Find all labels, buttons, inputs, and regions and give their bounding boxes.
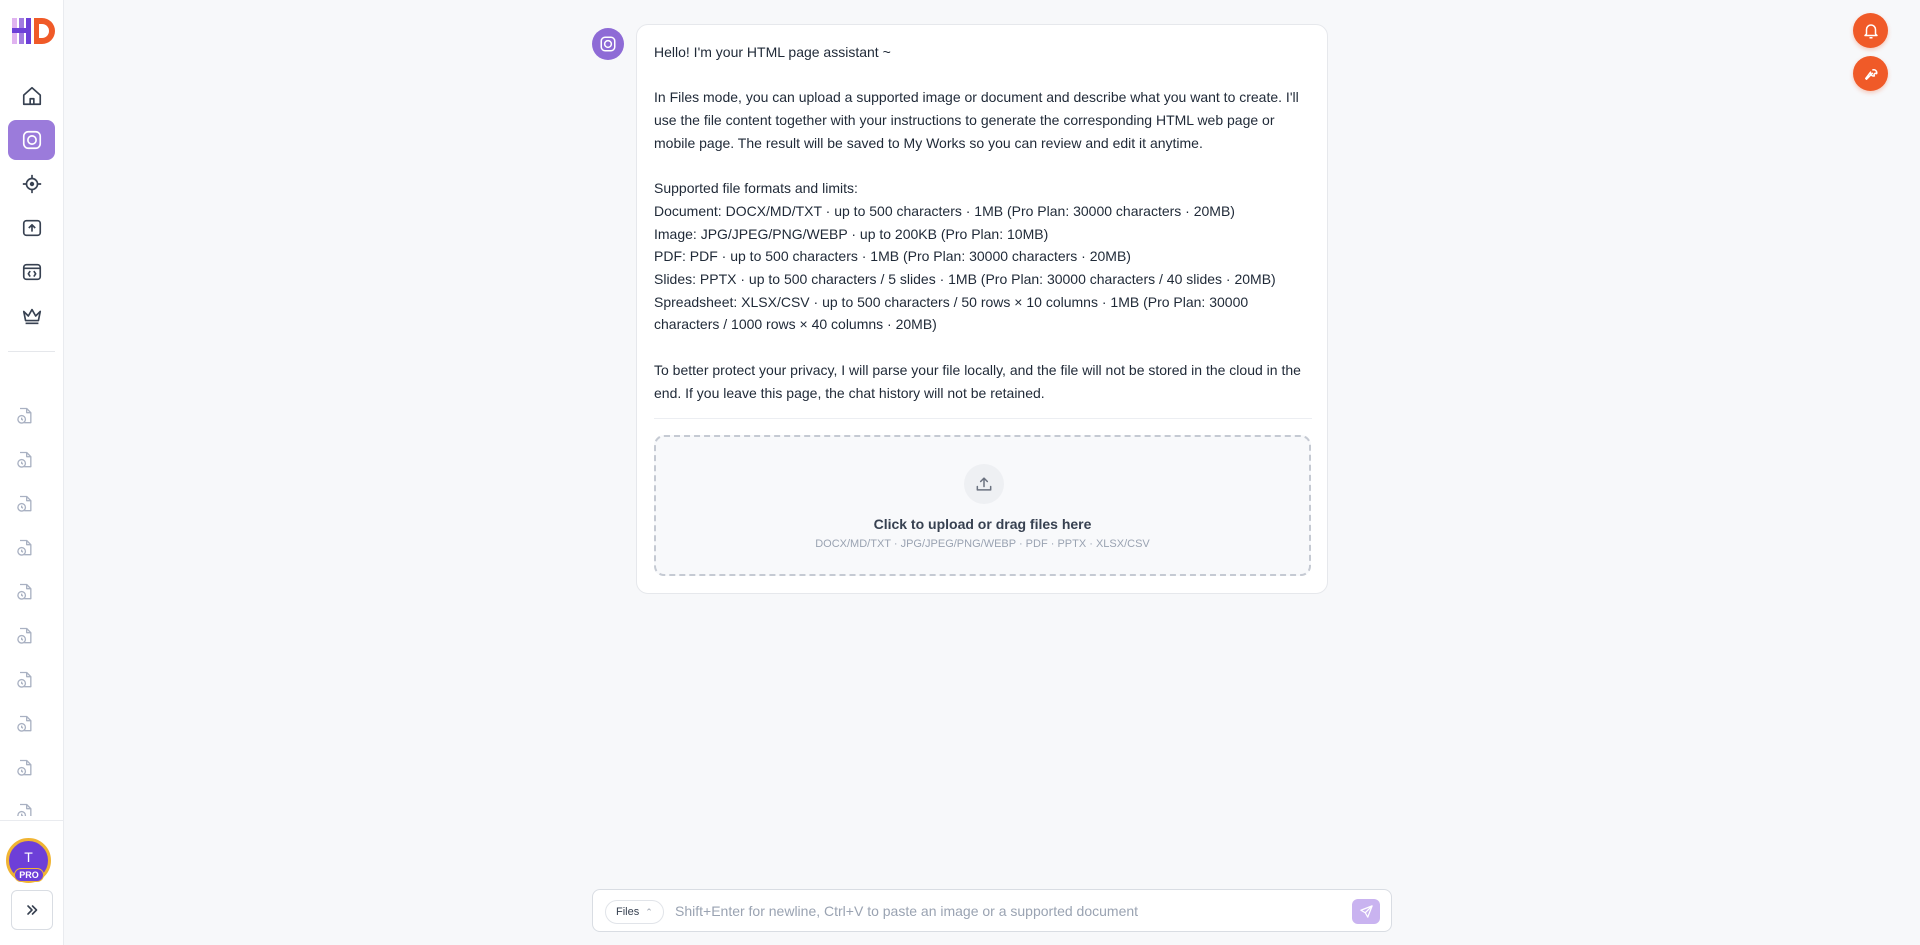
sidebar-divider (8, 351, 55, 352)
camera-lens-icon (21, 129, 43, 151)
file-history-icon (15, 802, 35, 816)
crosshair-icon (21, 173, 43, 195)
tools-button[interactable] (1853, 56, 1888, 91)
file-history-icon (15, 538, 35, 558)
nav-home[interactable] (8, 76, 55, 116)
upload-icon (964, 464, 1004, 504)
file-history-icon (15, 494, 35, 514)
history-item[interactable] (14, 493, 36, 515)
code-window-icon (21, 261, 43, 283)
nav-files[interactable] (8, 120, 55, 160)
upload-title: Click to upload or drag files here (873, 516, 1092, 532)
bell-icon (1862, 22, 1880, 40)
wrench-icon (1862, 65, 1880, 83)
app-logo[interactable] (10, 14, 56, 48)
file-history-icon (15, 450, 35, 470)
message-text: Hello! I'm your HTML page assistant ~ In Files mode, you can upload a supported image or document and describe what you want to create. I'll use the file content together with your instructions to generate the corresponding HTML web page or mobile page. The result will be saved to My Works so you can review and edit it anytime. Supported file formats and limits: Document: DOCX/MD/TXT · up to 500 characters · 1MB (Pro Plan: 30000 characters · 20MB) Image: JPG/JPEG/PNG/WEBP · up to 200KB (Pro Plan: 10MB) PDF: PDF · up to 500 characters · 1MB (Pro Plan: 30000 characters · 20MB) Slides: PPTX · up to 500 characters / 5 slides · 1MB (Pro Plan: 30000 characters / 40 slides · 20MB) Spreadsheet: XLSX/CSV · up to 500 characters / 50 rows × 10 columns · 1MB (Pro Plan: 30000 characters / 1000 rows × 40 columns · 20MB) To better protect your privacy, I will parse your file locally, and the file will not be stored in the cloud in the end. If you leave this page, the chat history will not be retained. (654, 44, 1301, 401)
file-history-icon (15, 714, 35, 734)
upload-formats: DOCX/MD/TXT · JPG/JPEG/PNG/WEBP · PDF · PPTX · XLSX/CSV (815, 538, 1150, 550)
nav-code[interactable] (8, 252, 55, 292)
send-icon (1359, 904, 1374, 919)
crown-icon (21, 305, 43, 327)
upload-icon (21, 217, 43, 239)
file-history-icon (15, 670, 35, 690)
nav-target[interactable] (8, 164, 55, 204)
double-chevron-right-icon (25, 903, 39, 917)
chat-input-bar (592, 889, 1392, 932)
pro-badge: PRO (14, 868, 44, 882)
assistant-avatar (592, 28, 624, 60)
mode-select[interactable] (605, 900, 664, 924)
camera-lens-icon (599, 35, 617, 53)
file-history-icon (15, 758, 35, 778)
expand-sidebar-button[interactable] (11, 890, 53, 930)
sidebar-bottom-divider (0, 820, 64, 821)
nav-upload[interactable] (8, 208, 55, 248)
history-item[interactable] (14, 757, 36, 779)
sidebar (0, 0, 64, 945)
message-divider (654, 418, 1312, 419)
avatar-initial: T (24, 849, 33, 865)
assistant-message (636, 24, 1328, 594)
history-list (0, 390, 64, 816)
history-item[interactable] (14, 581, 36, 603)
file-history-icon (15, 626, 35, 646)
history-item[interactable] (14, 625, 36, 647)
home-icon (21, 85, 43, 107)
nav-premium[interactable] (8, 296, 55, 336)
history-item[interactable] (14, 449, 36, 471)
send-button[interactable] (1352, 899, 1380, 924)
notifications-button[interactable] (1853, 13, 1888, 48)
history-item[interactable] (14, 801, 36, 816)
upload-dropzone[interactable] (654, 435, 1311, 576)
history-item[interactable] (14, 405, 36, 427)
chat-input[interactable] (675, 898, 1335, 924)
history-item[interactable] (14, 537, 36, 559)
file-history-icon (15, 406, 35, 426)
mode-select-label: Files (616, 906, 640, 918)
history-item[interactable] (14, 669, 36, 691)
chevron-up-icon: ⌃ (645, 906, 653, 917)
file-history-icon (15, 582, 35, 602)
history-item[interactable] (14, 713, 36, 735)
